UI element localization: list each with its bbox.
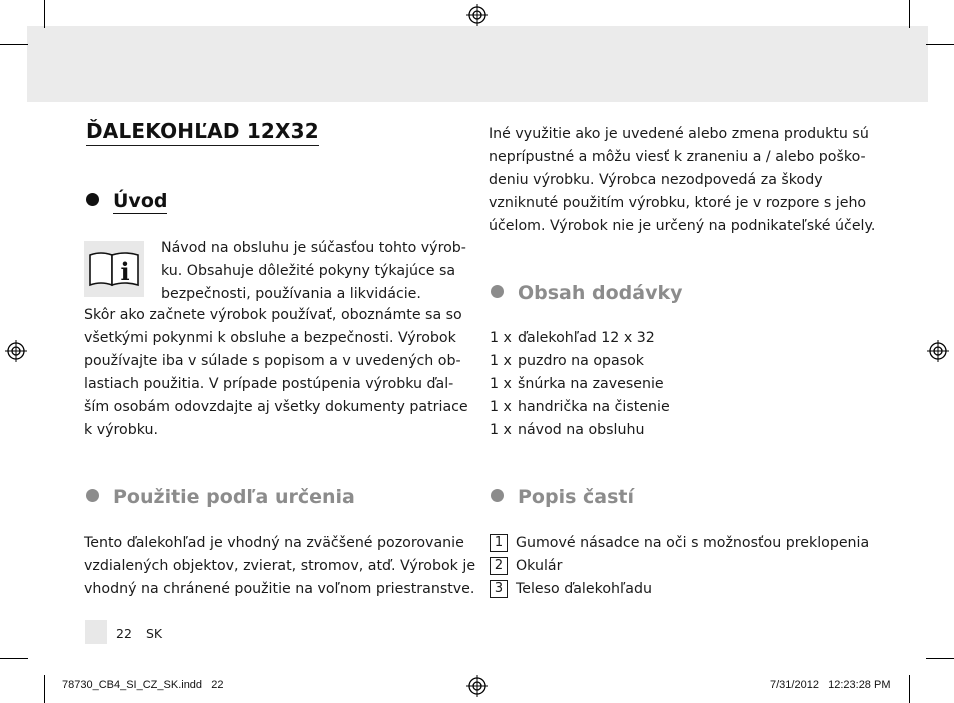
text-line: účelom. Výrobok nie je určený na podnikateľské účely. [489,218,876,234]
intended-use-heading [86,485,355,509]
package-list [490,327,670,442]
crop-mark [926,658,954,659]
package-qty: 1 x [490,422,512,438]
package-item-name: šnúrka na zavesenie [518,376,664,392]
package-item-name: puzdro na opasok [518,353,645,369]
list-item [490,532,869,555]
header-band [27,26,928,102]
bullet-icon [491,489,504,502]
parts-heading-label: Popis častí [518,486,635,508]
list-item [490,373,670,396]
package-item-name: ďalekohľad 12 x 32 [518,330,655,346]
part-name: Teleso ďalekohľadu [516,581,652,597]
svg-text:i: i [120,257,130,286]
crop-mark [909,675,910,703]
page-number: 22 [116,626,132,641]
document-title: ĎALEKOHĽAD 12X32 [86,119,319,146]
package-heading-label: Obsah dodávky [518,282,683,304]
page-marker [85,620,107,644]
info-book-icon [84,241,144,297]
text-line: vzdialených objektov, zvierat, stromov, atď. Výrobok je [84,558,476,574]
part-number-box: 1 [490,534,508,552]
crop-mark [44,0,45,28]
print-file-info: 78730_CB4_SI_CZ_SK.indd 22 [62,679,224,691]
text-line: používajte iba v súlade s popisom a v uvedených ob- [84,353,461,369]
part-number-box: 3 [490,580,508,598]
package-qty: 1 x [490,330,512,346]
crop-mark [0,658,28,659]
text-line: neprípustné a môžu viesť k zraneniu a / alebo poško- [489,149,866,165]
info-book-icon-graphic [84,241,144,297]
intended-use-heading-label: Použitie podľa určenia [113,486,355,508]
crop-mark [926,44,954,45]
part-name: Okulár [516,558,563,574]
list-item [490,327,670,350]
print-datetime: 7/31/2012 12:23:28 PM [770,679,891,691]
text-line: vzniknuté použitím výrobku, ktoré je v rozpore s jeho [489,195,867,211]
text-line: vhodný na chránené použitie na voľnom priestranstve. [84,581,475,597]
bullet-icon [86,193,99,206]
parts-list [490,532,869,601]
list-item [490,578,869,601]
list-item [490,555,869,578]
intro-heading [86,189,167,213]
text-line: ším osobám odovzdajte aj všetky dokumenty patriace [84,399,468,415]
registration-mark-icon [5,340,27,362]
text-line: deniu výrobku. Výrobca nezodpovedá za škody [489,172,823,188]
bullet-icon [491,285,504,298]
text-line: Návod na obsluhu je súčasťou tohto výrob- [161,240,466,256]
bullet-icon [86,489,99,502]
text-line: všetkými pokynmi k obsluhe a bezpečnosti. Výrobok [84,330,456,346]
package-item-name: návod na obsluhu [518,422,645,438]
crop-mark [0,44,28,45]
text-line: Tento ďalekohľad je vhodný na zväčšené pozorovanie [84,535,464,551]
parts-heading [491,485,634,509]
list-item [490,396,670,419]
intro-icon-text [161,237,466,306]
crop-mark [909,0,910,28]
package-qty: 1 x [490,399,512,415]
registration-mark-icon [466,4,488,26]
part-name: Gumové násadce na oči s možnosťou preklopenia [516,535,870,551]
crop-mark [44,675,45,703]
right-intro-body [489,123,875,238]
package-item-name: handrička na čistenie [518,399,670,415]
list-item [490,350,670,373]
registration-mark-icon [466,675,488,697]
text-line: ku. Obsahuje dôležité pokyny týkajúce sa [161,263,456,279]
part-number-box: 2 [490,557,508,575]
registration-mark-icon [927,340,949,362]
text-line: Iné využitie ako je uvedené alebo zmena produktu sú [489,126,869,142]
package-qty: 1 x [490,376,512,392]
package-qty: 1 x [490,353,512,369]
intended-use-body [84,532,475,601]
package-heading [491,281,683,305]
list-item [490,419,670,442]
language-code: SK [146,626,163,641]
intro-heading-label: Úvod [113,190,168,212]
text-line: bezpečnosti, používania a likvidácie. [161,286,421,302]
text-line: lastiach použitia. V prípade postúpenia výrobku ďal- [84,376,454,392]
text-line: Skôr ako začnete výrobok používať, oboznámte sa so [84,307,462,323]
intro-body [84,304,468,442]
text-line: k výrobku. [84,422,159,438]
